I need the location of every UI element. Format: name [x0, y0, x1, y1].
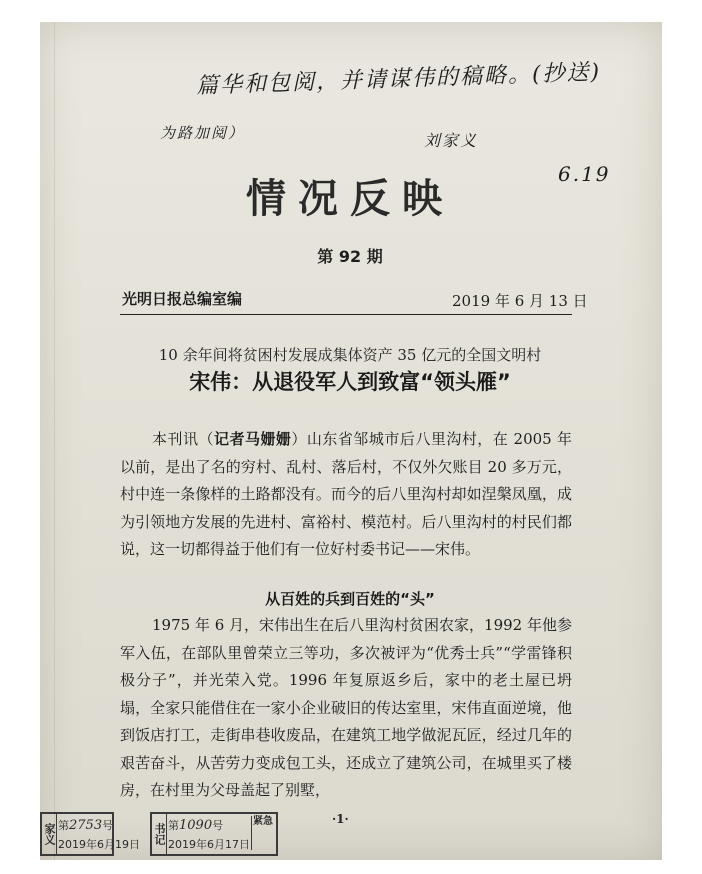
receipt-stamp-left — [40, 812, 140, 856]
handwritten-date: 6.19 — [558, 162, 611, 186]
article-title: 宋伟：从退役军人到致富“领头雁” — [189, 370, 511, 394]
stamp-number-row — [58, 817, 113, 833]
article-paragraph-1 — [120, 426, 572, 564]
stamp-date: 2019年6月19日 — [58, 838, 140, 851]
article-paragraph-2: 1975 年 6 月，宋伟出生在后八里沟村贫困农家，1992 年他参军入伍，在部队里曾荣立三等功，多次被评为“优秀士兵”“学雷锋积极分子”，并光荣入党。1996 年复原返乡后，家中的老土屋已坍塌，全家只能借住在一家小企业破旧的传达室里，宋伟直面逆境，他到饭店打工，走街串巷收废品，在建筑工地学做泥瓦匠，经过几年的艰苦奋斗，从苦劳力变成包工头，还成立了建筑公司，在城里买了楼房，在村里为父母盖起了别墅， — [120, 616, 572, 799]
stamp-number-prefix: 第 — [58, 819, 69, 832]
stamp-number-suffix: 号 — [102, 819, 114, 832]
receipt-stamp-right — [150, 812, 278, 856]
issue-number: 第 92 期 — [317, 247, 383, 266]
handwritten-instruction: 篇华和包阅，并请谋伟的稿略。(抄送) — [195, 59, 602, 100]
stamp-number-row — [168, 817, 223, 833]
publication-date: 2019 年 6 月 13 日 — [452, 292, 588, 310]
header-divider — [120, 314, 572, 315]
handwritten-note: 为路加阅） — [160, 124, 246, 142]
article-subtitle: 10 余年间将贫困村发展成集体资产 35 亿元的全国文明村 — [158, 346, 542, 364]
stamp-date: 2019年6月17日 — [168, 838, 250, 851]
document-page — [40, 22, 662, 860]
section-heading: 从百姓的兵到百姓的“头” — [265, 590, 435, 608]
masthead-title: 情况反映 — [246, 176, 454, 222]
stamp-number: 2753 — [69, 818, 103, 833]
stamp-side-label: 家义 — [42, 814, 57, 854]
stamp-number-suffix: 号 — [212, 819, 224, 832]
page-number: ·1· — [332, 812, 349, 826]
stamp-urgent-label: 紧急 — [251, 816, 274, 850]
para1-body: ）山东省邹城市后八里沟村，在 2005 年以前，是出了名的穷村、乱村、落后村，不仅外欠账目 20 多万元，村中连一条像样的土路都没有。而今的后八里沟村却如涅槃凤凰，成为引领地方发展的先进村、富裕村、模范村。后八里沟村的村民们都说，这一切都得益于他们有一位好村委书记——宋伟。 — [120, 430, 572, 558]
para1-prefix: 本刊讯（ — [152, 430, 214, 448]
handwritten-signature: 刘家义 — [424, 131, 479, 150]
editor-line: 光明日报总编室编 — [122, 290, 243, 308]
stamp-side-label: 书记 — [152, 814, 167, 854]
reporter-name: 记者马姗姗 — [213, 430, 292, 448]
stamp-number: 1090 — [179, 818, 213, 833]
stamp-number-prefix: 第 — [168, 819, 179, 832]
